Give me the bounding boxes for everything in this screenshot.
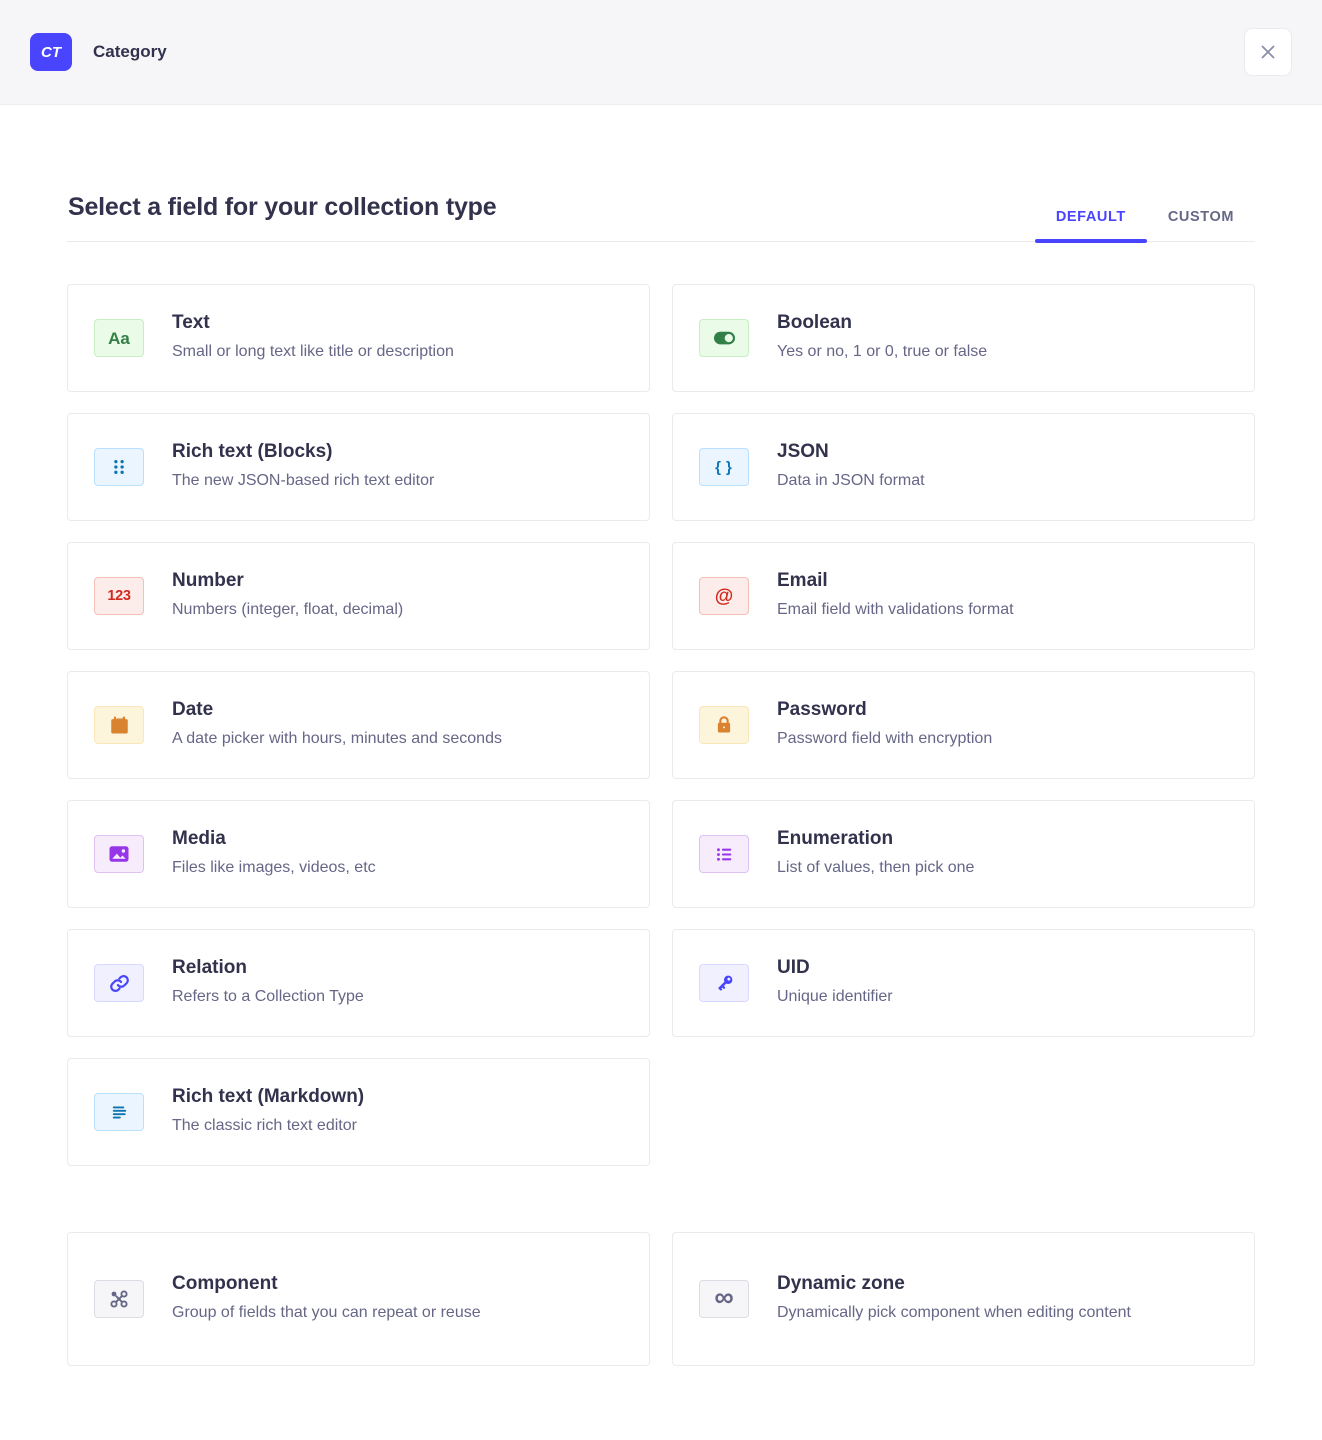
field-description: Yes or no, 1 or 0, true or false bbox=[777, 343, 988, 361]
field-name: JSON bbox=[777, 441, 829, 463]
field-name: Component bbox=[172, 1273, 278, 1295]
field-name: Email bbox=[777, 570, 828, 592]
modal-header bbox=[0, 0, 1322, 105]
field-description: Numbers (integer, float, decimal) bbox=[172, 601, 404, 619]
field-card-date[interactable] bbox=[67, 671, 650, 779]
field-card-json[interactable] bbox=[672, 413, 1255, 521]
close-button[interactable] bbox=[1244, 28, 1292, 76]
field-name: Date bbox=[172, 699, 214, 721]
field-card-uid[interactable] bbox=[672, 929, 1255, 1037]
field-description: Unique identifier bbox=[777, 988, 893, 1006]
bullet-list-icon bbox=[699, 835, 749, 873]
field-card-rich-text-blocks[interactable] bbox=[67, 413, 650, 521]
field-description: List of values, then pick one bbox=[777, 859, 975, 877]
field-description: Refers to a Collection Type bbox=[172, 988, 364, 1006]
json-braces-icon: { } bbox=[699, 448, 749, 486]
boolean-toggle-icon bbox=[699, 319, 749, 357]
field-card-dynamic-zone[interactable] bbox=[672, 1232, 1255, 1366]
content-type-name: Category bbox=[93, 42, 167, 61]
title-row bbox=[67, 193, 1255, 242]
image-icon bbox=[94, 835, 144, 873]
field-name: Boolean bbox=[777, 312, 852, 334]
field-description: The classic rich text editor bbox=[172, 1117, 357, 1135]
field-name: Media bbox=[172, 828, 226, 850]
default-fields-grid bbox=[67, 284, 1255, 1166]
field-description: Password field with encryption bbox=[777, 730, 993, 748]
content-type-badge: CT bbox=[30, 33, 72, 71]
field-card-enumeration[interactable] bbox=[672, 800, 1255, 908]
field-name: Password bbox=[777, 699, 867, 721]
infinity-icon: ∞ bbox=[699, 1280, 749, 1318]
field-description: Small or long text like title or description bbox=[172, 343, 454, 361]
field-card-number[interactable] bbox=[67, 542, 650, 650]
advanced-fields-grid bbox=[67, 1232, 1255, 1366]
field-description: Files like images, videos, etc bbox=[172, 859, 376, 877]
field-card-relation[interactable] bbox=[67, 929, 650, 1037]
field-card-text[interactable] bbox=[67, 284, 650, 392]
link-icon bbox=[94, 964, 144, 1002]
field-card-media[interactable] bbox=[67, 800, 650, 908]
field-card-component[interactable] bbox=[67, 1232, 650, 1366]
field-card-email[interactable] bbox=[672, 542, 1255, 650]
blocks-dots-icon bbox=[94, 448, 144, 486]
field-description: Group of fields that you can repeat or reuse bbox=[172, 1304, 481, 1322]
tab-custom[interactable]: CUSTOM bbox=[1147, 195, 1255, 241]
tab-default[interactable]: DEFAULT bbox=[1035, 195, 1147, 241]
field-description: The new JSON-based rich text editor bbox=[172, 472, 435, 490]
field-name: Dynamic zone bbox=[777, 1273, 905, 1295]
lock-icon bbox=[699, 706, 749, 744]
component-nodes-icon bbox=[94, 1280, 144, 1318]
align-left-icon bbox=[94, 1093, 144, 1131]
field-card-password[interactable] bbox=[672, 671, 1255, 779]
field-name: Enumeration bbox=[777, 828, 894, 850]
field-description: Data in JSON format bbox=[777, 472, 925, 490]
field-name: Rich text (Blocks) bbox=[172, 441, 333, 463]
field-name: Number bbox=[172, 570, 244, 592]
key-icon bbox=[699, 964, 749, 1002]
close-icon bbox=[1257, 41, 1279, 63]
number-123-icon: 123 bbox=[94, 577, 144, 615]
page-title: Select a field for your collection type bbox=[68, 193, 497, 221]
field-name: Relation bbox=[172, 957, 247, 979]
field-name: Rich text (Markdown) bbox=[172, 1086, 365, 1108]
calendar-icon bbox=[94, 706, 144, 744]
text-aa-icon: Aa bbox=[94, 319, 144, 357]
field-card-rich-text-markdown[interactable] bbox=[67, 1058, 650, 1166]
field-description: Dynamically pick component when editing content bbox=[777, 1304, 1131, 1322]
field-description: Email field with validations format bbox=[777, 601, 1014, 619]
field-description: A date picker with hours, minutes and seconds bbox=[172, 730, 502, 748]
field-name: UID bbox=[777, 957, 810, 979]
email-at-icon: @ bbox=[699, 577, 749, 615]
field-picker-body bbox=[0, 193, 1322, 1426]
tab-bar bbox=[1035, 195, 1255, 241]
field-name: Text bbox=[172, 312, 210, 334]
field-card-boolean[interactable] bbox=[672, 284, 1255, 392]
